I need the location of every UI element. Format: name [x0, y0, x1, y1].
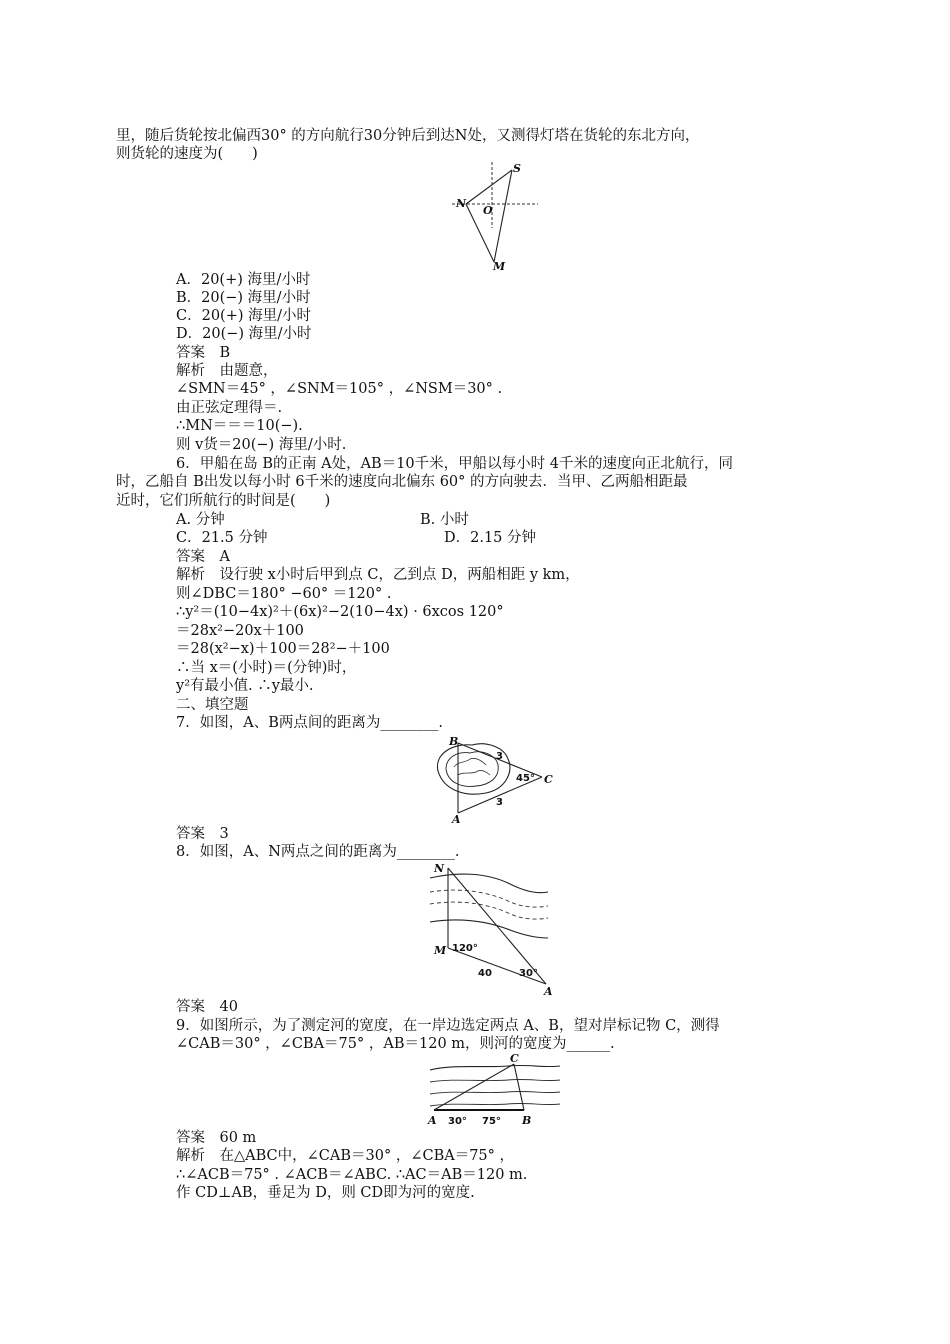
- segment-NA: [448, 868, 546, 984]
- q6-option-a: A. 分钟: [176, 512, 225, 528]
- q9-line-2: ∠CAB＝30° ，∠CBA＝75° ，AB＝120 m，则河的宽度为______.: [176, 1036, 615, 1052]
- river-wave-2: [430, 1091, 560, 1094]
- q9-analysis-2: ∴∠ACB＝75° . ∠ACB＝∠ABC. ∴AC＝AB＝120 m.: [176, 1167, 528, 1183]
- label-A: A: [428, 1114, 437, 1127]
- q6-answer: 答案 A: [176, 549, 230, 565]
- label-B: B: [449, 735, 459, 748]
- q5-option-d: D．20(−) 海里/小时: [176, 326, 312, 342]
- river-wave-3: [430, 1103, 560, 1106]
- label-side-MA: 40: [478, 968, 492, 979]
- segment-NS: [466, 170, 512, 204]
- figure-ship-bearing: [446, 158, 546, 274]
- q6-analysis-4: ＝28x²−20x＋100: [176, 623, 304, 639]
- label-M: M: [434, 944, 447, 957]
- q5-analysis-4: ∴MN＝＝＝10(−).: [176, 418, 303, 434]
- label-angle-C: 45°: [516, 773, 535, 784]
- q6-analysis-7: y²有最小值. ∴y最小.: [176, 678, 314, 694]
- figure-river-width: [424, 1052, 564, 1128]
- q9-answer: 答案 60 m: [176, 1130, 257, 1146]
- q9-analysis-1: 解析 在△ABC中，∠CAB＝30° ，∠CBA＝75° ，: [176, 1148, 515, 1164]
- q5-option-b: B．20(−) 海里/小时: [176, 290, 311, 306]
- q5-analysis-5: 则 v货＝20(−) 海里/小时.: [176, 437, 347, 453]
- q8-text: 8．如图，A、N两点之间的距离为________.: [176, 844, 460, 860]
- label-A: A: [452, 813, 461, 825]
- label-S: S: [513, 162, 521, 175]
- section-heading: 二、填空题: [176, 697, 249, 713]
- figure-river-triangle: [426, 858, 558, 998]
- figure-lake-triangle: [424, 731, 564, 825]
- q5-analysis-1: 解析 由题意，: [176, 363, 278, 379]
- q8-answer: 答案 40: [176, 999, 238, 1015]
- q5-line-1: 里，随后货轮按北偏西30° 的方向航行30分钟后到达N处，又测得灯塔在货轮的东北方向，: [116, 128, 700, 144]
- label-C: C: [544, 773, 553, 786]
- q6-option-c: C．21.5 分钟: [176, 530, 268, 546]
- label-angle-A: 30°: [519, 968, 538, 979]
- q9-line-1: 9．如图所示，为了测定河的宽度，在一岸边选定两点 A、B，望对岸标记物 C，测得: [176, 1018, 720, 1034]
- q5-line-2: 则货轮的速度为( ): [116, 146, 258, 162]
- q6-option-d: D．2.15 分钟: [444, 530, 537, 546]
- q6-option-b: B. 小时: [420, 512, 469, 528]
- lake-texture: [454, 758, 490, 775]
- segment-SM: [494, 170, 512, 262]
- q5-analysis-2: ∠SMN＝45° ，∠SNM＝105° ，∠NSM＝30° .: [176, 381, 503, 397]
- label-B: B: [522, 1114, 532, 1127]
- label-side-BC: 3: [496, 751, 503, 762]
- label-angle-A: 30°: [448, 1116, 467, 1127]
- q5-answer: 答案 B: [176, 345, 231, 361]
- q9-analysis-3: 作 CD⊥AB，垂足为 D，则 CD即为河的宽度.: [176, 1185, 475, 1201]
- q7-answer: 答案 3: [176, 826, 229, 842]
- q6-analysis-3: ∴y²＝(10−4x)²＋(6x)²−2(10−4x) · 6xcos 120°: [176, 604, 504, 620]
- q6-analysis-5: ＝28(x²−x)＋100＝28²−＋100: [176, 641, 390, 657]
- segment-AC: [434, 1064, 514, 1110]
- q5-option-c: C．20(+) 海里/小时: [176, 308, 312, 324]
- q6-line-3: 近时，它们所航行的时间是( ): [116, 493, 331, 509]
- label-M: M: [493, 260, 506, 273]
- label-N: N: [434, 862, 445, 875]
- q6-line-2: 时，乙船自 B出发以每小时 6千米的速度向北偏东 60° 的方向驶去．当甲、乙两船相距最: [116, 474, 688, 490]
- label-side-AC: 3: [496, 797, 503, 808]
- q5-option-a: A．20(+) 海里/小时: [176, 272, 311, 288]
- river-far-bank: [430, 1065, 560, 1070]
- q5-analysis-3: 由正弦定理得＝.: [176, 400, 283, 416]
- label-C: C: [510, 1052, 519, 1065]
- q7-text: 7．如图，A、B两点间的距离为________.: [176, 715, 443, 731]
- q6-analysis-6: ∴当 x＝(小时)＝(分钟)时，: [176, 660, 357, 676]
- label-A: A: [544, 985, 553, 998]
- q6-line-1: 6．甲船在岛 B的正南 A处，AB＝10千米，甲船以每小时 4千米的速度向正北航行，同: [176, 456, 733, 472]
- lake-inner: [446, 752, 498, 787]
- label-angle-M: 120°: [452, 943, 478, 954]
- label-N: N: [456, 197, 467, 210]
- q6-analysis-1: 解析 设行驶 x小时后甲到点 C，乙到点 D，两船相距 y km，: [176, 567, 580, 583]
- river-wave-1: [430, 1079, 560, 1082]
- q6-analysis-2: 则∠DBC＝180° −60° ＝120° .: [176, 586, 392, 602]
- label-O: O: [483, 204, 493, 217]
- label-angle-B: 75°: [482, 1116, 501, 1127]
